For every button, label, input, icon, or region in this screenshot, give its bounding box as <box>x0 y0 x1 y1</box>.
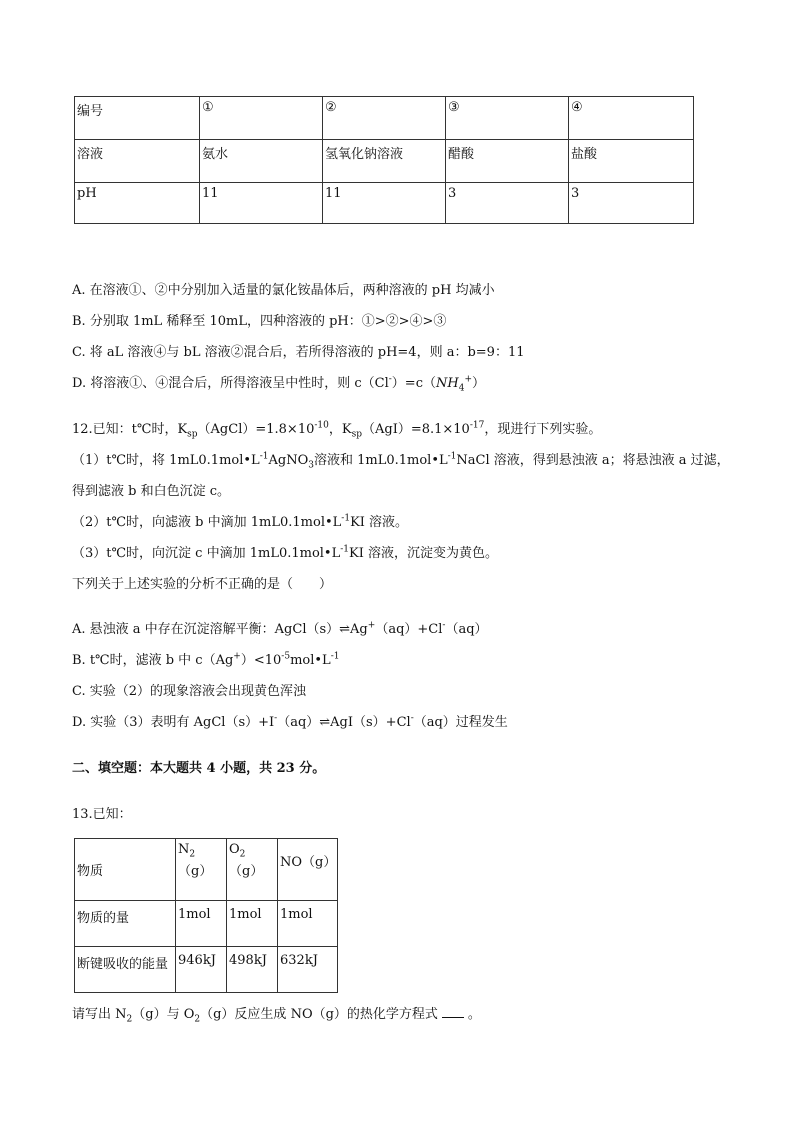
q11-option-d: D. 将溶液①、④混合后，所得溶液呈中性时，则 $c(Cl^-)=c(NH_4^+)$ <box>72 374 485 394</box>
table-cell: 3 <box>569 183 694 224</box>
q11-option-b: B. 分别取 1mL 稀释至 10mL，四种溶液的 pH：①>②>④>③ <box>72 314 447 329</box>
table-cell: 醋酸 <box>446 140 569 183</box>
table-header-cell: $O_2$ （g） <box>227 839 278 901</box>
table-row <box>75 140 694 183</box>
table-cell: 3 <box>446 183 569 224</box>
q12-option-b: B. t℃时，滤液 b 中 $c(Ag^+)<10^{-5}mol•L^{-1}$ <box>72 651 340 668</box>
table-cell: 盐酸 <box>569 140 694 183</box>
table-header-cell: 物质 <box>75 839 176 901</box>
bond-energy-table <box>74 838 338 993</box>
table-header-cell: NO（g） <box>278 839 338 901</box>
table-cell: 1mol <box>278 901 338 947</box>
table-cell: 断键吸收的能量 <box>75 947 176 993</box>
table-header-cell: $N_2$ （g） <box>176 839 227 901</box>
table-cell: 编号 <box>75 97 200 140</box>
table-cell: 1mol <box>176 901 227 947</box>
table-cell: 11 <box>200 183 323 224</box>
q12-stem: 12.已知：t℃时，$K_{sp}(AgCl)=1.8\times 10^{-10}$，$K_{sp}(AgI)=8.1\times 10^{-17}$，现进行下列实验。 <box>72 420 602 440</box>
table-cell: ③ <box>446 97 569 140</box>
answer-blank[interactable] <box>442 1005 464 1018</box>
q11-option-c: C. 将 aL 溶液④与 bL 溶液②混合后，若所得溶液的 pH=4，则 a：b=9：11 <box>72 345 525 360</box>
table-cell: ④ <box>569 97 694 140</box>
q12-question: 下列关于上述实验的分析不正确的是（ ） <box>72 577 333 592</box>
solution-table <box>74 96 694 224</box>
table-cell: ① <box>200 97 323 140</box>
table-cell: 498kJ <box>227 947 278 993</box>
q13-stem: 13.已知： <box>72 807 132 822</box>
q12-step-3: （3）t℃时，向沉淀 c 中滴加 $1mL0.1mol•L^{-1}KI$ 溶液，沉淀变为黄色。 <box>72 544 498 561</box>
table-cell: 11 <box>323 183 446 224</box>
section-heading: 二、填空题：本大题共 4 小题，共 23 分。 <box>72 761 326 776</box>
table-cell: 氨水 <box>200 140 323 183</box>
q11-option-a: A. 在溶液①、②中分别加入适量的氯化铵晶体后，两种溶液的 pH 均减小 <box>72 283 495 298</box>
q13-ask: 请写出 $N_2(g)$与 $O_2(g)$反应生成 NO（g）的热化学方程式 。 <box>72 1007 481 1025</box>
table-cell: 物质的量 <box>75 901 176 947</box>
q12-step-1-cont: 得到滤液 b 和白色沉淀 c。 <box>72 484 230 499</box>
q12-option-d: D. 实验（3）表明有 AgCl（s）+I-（aq）⇌AgI（s）+Cl-（aq）过程发生 <box>72 713 508 730</box>
table-cell: 氢氧化钠溶液 <box>323 140 446 183</box>
table-cell: 溶液 <box>75 140 200 183</box>
table-row <box>75 97 694 140</box>
table-cell: ② <box>323 97 446 140</box>
q12-step-2: （2）t℃时，向滤液 b 中滴加 $1mL0.1mol•L^{-1}KI$ 溶液。 <box>72 513 409 530</box>
table-cell: 632kJ <box>278 947 338 993</box>
q12-step-1: （1）t℃时，将 $1mL0.1mol•L^{-1}AgNO_3$溶液和 $1mL0.1mol•L^{-1}NaCl$ 溶液，得到悬浊液 a；将悬浊液 a 过滤， <box>72 451 730 471</box>
table-cell: pH <box>75 183 200 224</box>
table-cell: 1mol <box>227 901 278 947</box>
table-row <box>75 183 694 224</box>
q12-option-a: A. 悬浊液 a 中存在沉淀溶解平衡：AgCl（s）⇌Ag+（aq）+Cl-（aq） <box>72 620 488 637</box>
q12-option-c: C. 实验（2）的现象溶液会出现黄色浑浊 <box>72 684 307 699</box>
table-cell: 946kJ <box>176 947 227 993</box>
